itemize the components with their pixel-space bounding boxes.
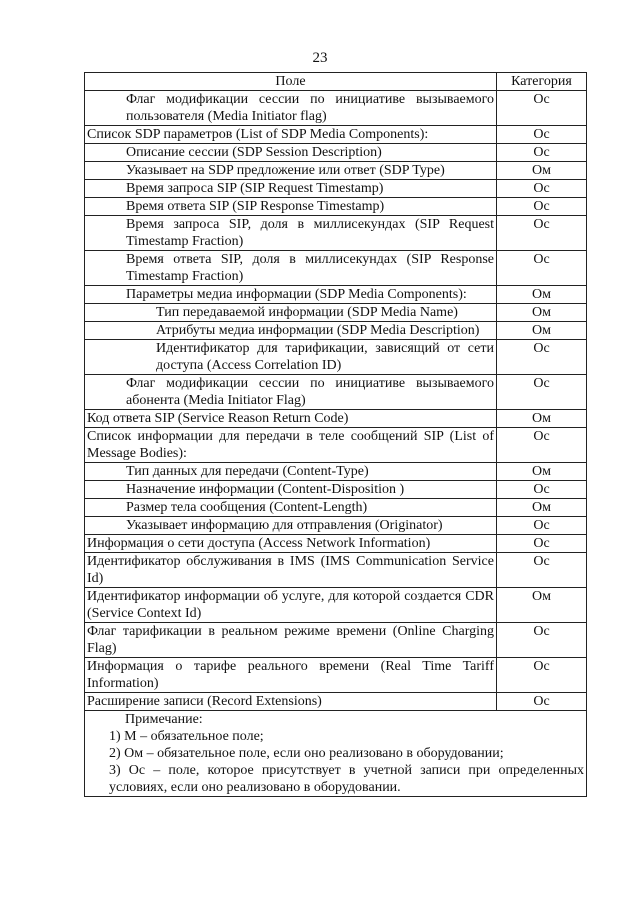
table-row [85,658,587,693]
field-cell: Тип данных для передачи (Content-Type) [85,463,497,481]
field-cell: Флаг тарификации в реальном режиме времени (Online Charging Flag) [85,623,497,658]
category-cell: Oc [497,216,587,251]
field-cell: Время запроса SIP (SIP Request Timestamp) [85,180,497,198]
header-category: Категория [497,73,587,91]
category-cell: Oc [497,428,587,463]
table-row [85,91,587,126]
category-cell: Oc [497,658,587,693]
table-row [85,693,587,711]
table-row [85,553,587,588]
field-cell: Время ответа SIP (SIP Response Timestamp) [85,198,497,216]
note-item: 2) Ом – обязательное поле, если оно реализовано в оборудовании; [109,746,504,761]
category-cell: Ом [497,162,587,180]
field-cell: Время ответа SIP, доля в миллисекундах (SIP Response Timestamp Fraction) [85,251,497,286]
category-cell: Ом [497,499,587,517]
note-item: 3) Ос – поле, которое присутствует в учетной записи при определенных условиях, если оно реализовано в оборудовании. [109,763,584,795]
field-cell: Параметры медиа информации (SDP Media Components): [85,286,497,304]
field-cell: Расширение записи (Record Extensions) [85,693,497,711]
table-row [85,499,587,517]
field-cell: Назначение информации (Content-Disposition ) [85,481,497,499]
table-row [85,322,587,340]
table-row [85,410,587,428]
table-row [85,588,587,623]
field-cell: Флаг модификации сессии по инициативе вызываемого пользователя (Media Initiator flag) [85,91,497,126]
field-cell: Идентификатор информации об услуге, для которой создается CDR (Service Context Id) [85,588,497,623]
note-cell [85,711,587,797]
table-row [85,180,587,198]
field-cell: Информация о сети доступа (Access Network Information) [85,535,497,553]
field-cell: Время запроса SIP, доля в миллисекундах (SIP Request Timestamp Fraction) [85,216,497,251]
field-cell: Указывает информацию для отправления (Originator) [85,517,497,535]
table-row [85,340,587,375]
field-cell: Атрибуты медиа информации (SDP Media Description) [85,322,497,340]
field-cell: Указывает на SDP предложение или ответ (SDP Type) [85,162,497,180]
field-cell: Описание сессии (SDP Session Description) [85,144,497,162]
category-cell: Oc [497,375,587,410]
table-row [85,126,587,144]
page-number: 23 [312,50,328,66]
note-item: 1) М – обязательное поле; [109,729,264,744]
category-cell: Ом [497,463,587,481]
note-row [85,711,587,797]
field-cell: Список информации для передачи в теле сообщений SIP (List of Message Bodies): [85,428,497,463]
table-row [85,286,587,304]
field-cell: Код ответа SIP (Service Reason Return Code) [85,410,497,428]
category-cell: Ом [497,410,587,428]
field-cell: Идентификатор обслуживания в IMS (IMS Communication Service Id) [85,553,497,588]
category-cell: Oc [497,517,587,535]
fields-table [84,72,587,797]
table-row [85,623,587,658]
category-cell: Oc [497,180,587,198]
header-field: Поле [85,73,497,91]
table-row [85,251,587,286]
category-cell: Ом [497,286,587,304]
table-header-row [85,73,587,91]
field-cell: Идентификатор для тарификации, зависящий от сети доступа (Access Correlation ID) [85,340,497,375]
category-cell: Ом [497,588,587,623]
category-cell: Ом [497,304,587,322]
table-row [85,535,587,553]
table-row [85,162,587,180]
table-row [85,304,587,322]
table-row [85,216,587,251]
category-cell: Oc [497,623,587,658]
category-cell: Oc [497,91,587,126]
table-row [85,463,587,481]
field-cell: Тип передаваемой информации (SDP Media Name) [85,304,497,322]
table-row [85,481,587,499]
category-cell: Oc [497,535,587,553]
category-cell: Oc [497,144,587,162]
table-row [85,144,587,162]
note-title: Примечание: [125,712,203,727]
category-cell: Oc [497,481,587,499]
field-cell: Флаг модификации сессии по инициативе вызываемого абонента (Media Initiator Flag) [85,375,497,410]
field-cell: Список SDP параметров (List of SDP Media Components): [85,126,497,144]
category-cell: Oc [497,340,587,375]
table-row [85,517,587,535]
category-cell: Ом [497,322,587,340]
field-cell: Размер тела сообщения (Content-Length) [85,499,497,517]
category-cell: Oc [497,198,587,216]
table-row [85,428,587,463]
category-cell: Oc [497,693,587,711]
table-row [85,375,587,410]
category-cell: Oc [497,126,587,144]
table-row [85,198,587,216]
field-cell: Информация о тарифе реального времени (Real Time Tariff Information) [85,658,497,693]
category-cell: Oc [497,251,587,286]
category-cell: Oc [497,553,587,588]
